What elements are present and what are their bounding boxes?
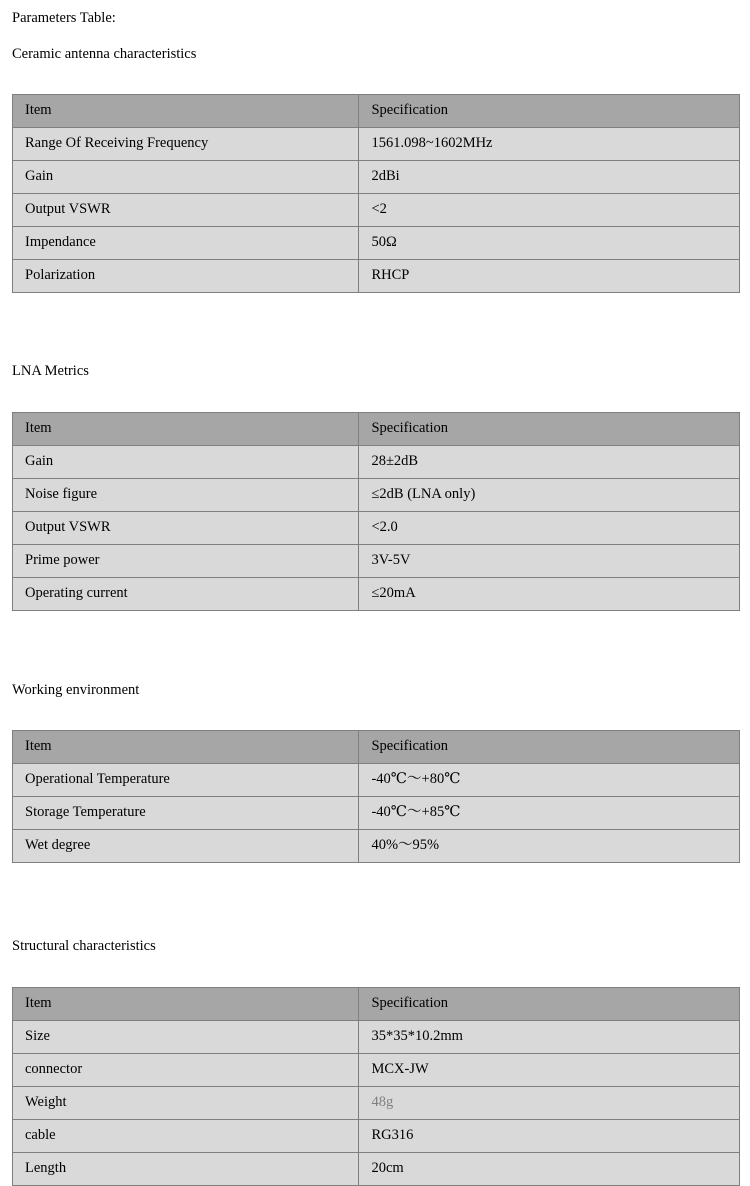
page-title: Parameters Table: bbox=[12, 10, 116, 26]
cell-item: Range Of Receiving Frequency bbox=[13, 128, 359, 161]
cell-specification: ≤2dB (LNA only) bbox=[359, 478, 740, 511]
table-row bbox=[13, 1053, 740, 1086]
table-row bbox=[13, 260, 740, 293]
table-row bbox=[13, 161, 740, 194]
cell-item: Weight bbox=[13, 1086, 359, 1119]
cell-specification: -40℃〜+85℃ bbox=[359, 797, 740, 830]
cell-item: Storage Temperature bbox=[13, 797, 359, 830]
column-header-specification: Specification bbox=[359, 412, 740, 445]
table-working-environment bbox=[12, 730, 740, 863]
spacer bbox=[0, 954, 750, 987]
column-header-item: Item bbox=[13, 412, 359, 445]
cell-specification: ≤20mA bbox=[359, 577, 740, 610]
table-ceramic-antenna-characteristics bbox=[12, 94, 740, 293]
cell-specification: 50Ω bbox=[359, 227, 740, 260]
cell-item: Gain bbox=[13, 445, 359, 478]
cell-item: Noise figure bbox=[13, 478, 359, 511]
spacer bbox=[0, 61, 750, 94]
column-header-item: Item bbox=[13, 95, 359, 128]
table-row bbox=[13, 1020, 740, 1053]
cell-specification: RHCP bbox=[359, 260, 740, 293]
column-header-specification: Specification bbox=[359, 987, 740, 1020]
cell-specification: 1561.098~1602MHz bbox=[359, 128, 740, 161]
cell-specification: <2.0 bbox=[359, 511, 740, 544]
cell-item: Size bbox=[13, 1020, 359, 1053]
table-row bbox=[13, 478, 740, 511]
table-row bbox=[13, 764, 740, 797]
cell-specification: 40%〜95% bbox=[359, 830, 740, 863]
table-lna-metrics bbox=[12, 412, 740, 611]
section-heading-working-environment: Working environment bbox=[12, 681, 140, 698]
table-row bbox=[13, 194, 740, 227]
table-header-row bbox=[13, 412, 740, 445]
table-structural-characteristics bbox=[12, 987, 740, 1186]
cell-specification: 28±2dB bbox=[359, 445, 740, 478]
table-row bbox=[13, 128, 740, 161]
cell-item: Operational Temperature bbox=[13, 764, 359, 797]
spacer bbox=[0, 611, 750, 683]
cell-specification: 2dBi bbox=[359, 161, 740, 194]
table-row bbox=[13, 830, 740, 863]
cell-specification: 3V-5V bbox=[359, 544, 740, 577]
spacer bbox=[0, 379, 750, 412]
cell-item: Wet degree bbox=[13, 830, 359, 863]
cell-item: Prime power bbox=[13, 544, 359, 577]
cell-specification: 35*35*10.2mm bbox=[359, 1020, 740, 1053]
section-heading-lna-metrics: LNA Metrics bbox=[12, 363, 89, 379]
table-row bbox=[13, 227, 740, 260]
column-header-specification: Specification bbox=[359, 731, 740, 764]
cell-item: Output VSWR bbox=[13, 511, 359, 544]
cell-item: connector bbox=[13, 1053, 359, 1086]
cell-item: Gain bbox=[13, 161, 359, 194]
cell-item: Impendance bbox=[13, 227, 359, 260]
spacer bbox=[0, 293, 750, 364]
cell-specification: <2 bbox=[359, 194, 740, 227]
table-row bbox=[13, 1152, 740, 1185]
section-heading-structural-characteristics: Structural characteristics bbox=[12, 938, 156, 954]
cell-item: Length bbox=[13, 1152, 359, 1185]
spacer bbox=[0, 863, 750, 939]
table-row bbox=[13, 1086, 740, 1119]
section-heading-label: Ceramic antenna characteristics bbox=[12, 45, 197, 62]
table-row bbox=[13, 577, 740, 610]
cell-item: Output VSWR bbox=[13, 194, 359, 227]
spacer bbox=[0, 697, 750, 730]
column-header-item: Item bbox=[13, 731, 359, 764]
cell-item: Operating current bbox=[13, 577, 359, 610]
table-row bbox=[13, 797, 740, 830]
section-heading-ceramic-antenna bbox=[0, 26, 750, 62]
table-row bbox=[13, 1119, 740, 1152]
cell-specification: MCX-JW bbox=[359, 1053, 740, 1086]
column-header-item: Item bbox=[13, 987, 359, 1020]
cell-specification: 20cm bbox=[359, 1152, 740, 1185]
cell-item: Polarization bbox=[13, 260, 359, 293]
table-header-row bbox=[13, 731, 740, 764]
cell-specification: RG316 bbox=[359, 1119, 740, 1152]
table-header-row bbox=[13, 95, 740, 128]
cell-specification: -40℃〜+80℃ bbox=[359, 764, 740, 797]
cell-item: cable bbox=[13, 1119, 359, 1152]
table-row bbox=[13, 511, 740, 544]
table-row bbox=[13, 445, 740, 478]
table-header-row bbox=[13, 987, 740, 1020]
cell-specification: 48g bbox=[359, 1086, 740, 1119]
column-header-specification: Specification bbox=[359, 95, 740, 128]
table-row bbox=[13, 544, 740, 577]
